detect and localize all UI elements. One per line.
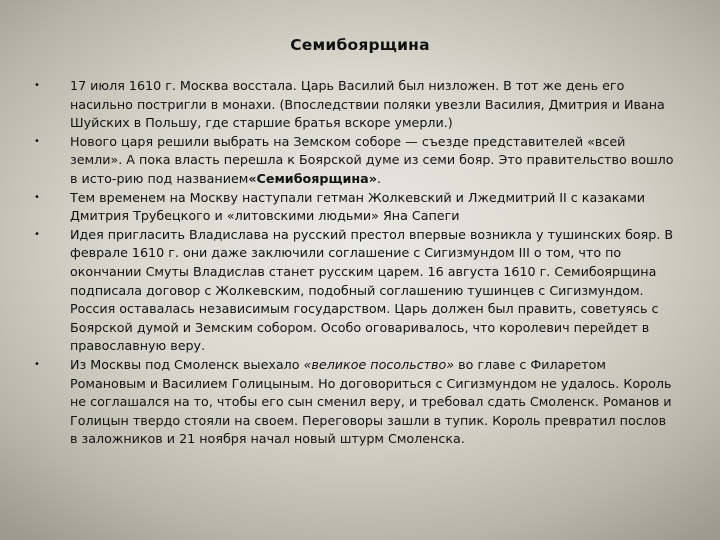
bold-term: «Семибоярщина»: [248, 170, 377, 186]
list-item-text: Идея пригласить Владислава на русский престол впервые возникла у тушинских бояр. В феврале 1610 г. они даже заключили соглашение с Сигизмундом III о том, что по окончании Смуты Владислав станет русским царем. 16 августа 1610 г. Семибоярщина подписала договор с Жолкевским, подобный соглашению тушинцев с Сигизмундом. Россия оставалась независимым государством. Царь должен был править, советуясь с Боярской думой и Земским собором. Особо оговаривалось, что королевич перейдет в православную веру.: [70, 226, 674, 354]
bullet-marker: •: [34, 191, 40, 203]
bullet-marker: •: [34, 135, 40, 147]
list-item-text: Тем временем на Москву наступали гетман Жолкевский и Лжедмитрий II с казаками Дмитрия Трубецкого и «литовскими людьми» Яна Сапеги: [70, 189, 645, 224]
bullet-list: [34, 77, 674, 449]
list-item-text-end: во главе с Филаретом Романовым и Василием Голицыным. Но договориться с Сигизмундом не удалось. Король не соглашался на то, чтобы его сын сменил веру, и требовал сдать Смоленск. Романов и Голицын твердо стояли на своем. Переговоры зашли в тупик. Король превратил послов в заложников и 21 ноября начал новый штурм Смоленска.: [70, 356, 672, 447]
bullet-marker: •: [34, 80, 40, 91]
list-item-text-end: .: [376, 170, 381, 186]
list-item-text: 17 июля 1610 г. Москва восстала. Царь Василий был низложен. В тот же день его насильно постригли в монахи. (Впоследствии поляки увезли Василия, Дмитрия и Ивана Шуйских в Польшу, где старшие братья вскоре умерли.): [70, 78, 665, 131]
slide-title: Семибоярщина: [290, 36, 430, 54]
italic-term: «великое посольство»: [303, 356, 455, 372]
list-item: [34, 226, 674, 356]
list-item-text: Из Москвы под Смоленск выехало: [70, 356, 304, 372]
list-item: [34, 77, 674, 133]
list-item: [34, 189, 674, 226]
list-item-text: Нового царя решили выбрать на Земском соборе — съезде представителей «всей земли». А пока власть перешла к Боярской думе из семи бояр. Это правительство вошло в исто-рию под названием: [70, 133, 674, 186]
list-item: [34, 356, 674, 449]
bullet-marker: •: [34, 358, 40, 370]
bullet-marker: •: [34, 228, 40, 240]
list-item: [34, 133, 674, 189]
